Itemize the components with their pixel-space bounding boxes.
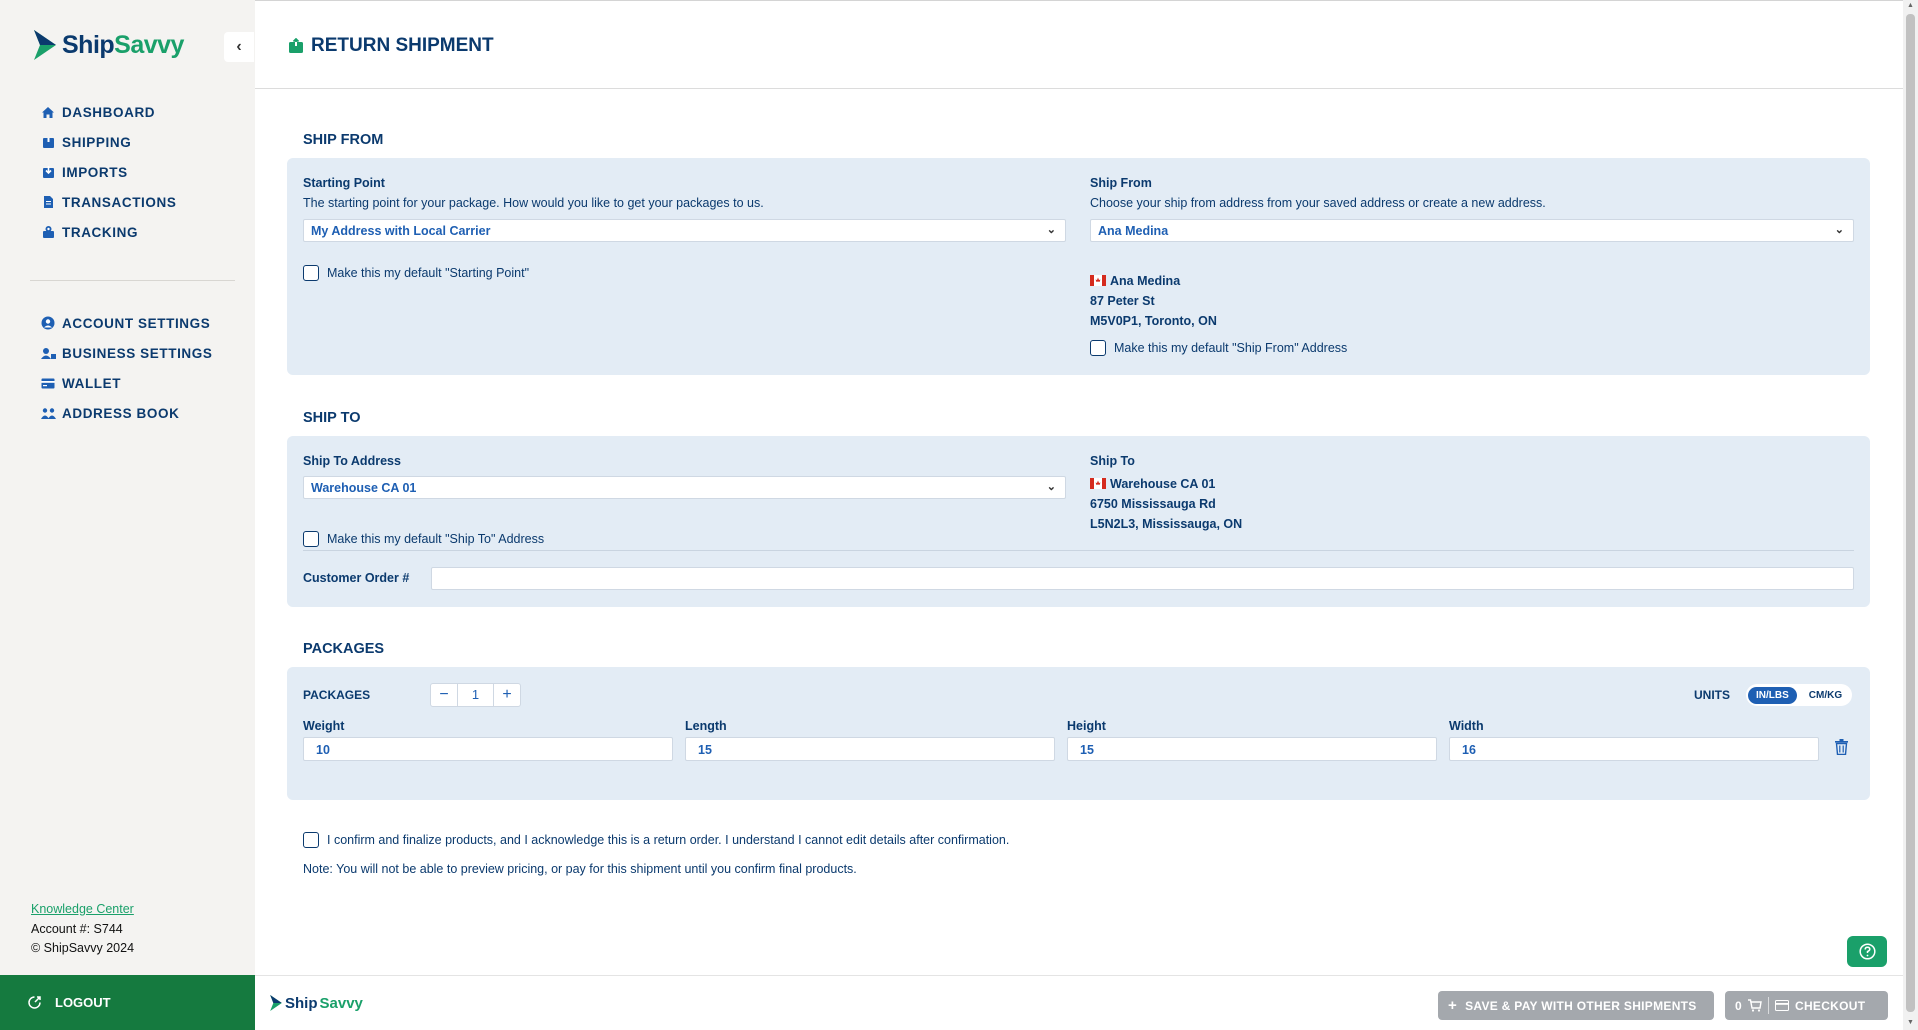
document-icon (40, 194, 56, 210)
ship-from-select[interactable] (1090, 219, 1854, 242)
nav-label: ACCOUNT SETTINGS (62, 315, 211, 331)
page-title (288, 35, 494, 57)
tracking-icon (40, 224, 56, 240)
unit-option-cm-kg[interactable]: CM/KG (1808, 689, 1843, 701)
copyright: © ShipSavvy 2024 (31, 941, 135, 955)
save-pay-other-shipments-button[interactable] (1438, 991, 1714, 1020)
starting-point-description: The starting point for your package. How would you like to get your packages to us. (303, 196, 764, 210)
address-name: Ana Medina (1110, 274, 1181, 288)
nav-label: TRACKING (62, 224, 139, 240)
nav-label: IMPORTS (62, 164, 128, 180)
logo-arrow-icon (32, 28, 58, 62)
checkout-button[interactable] (1725, 991, 1888, 1020)
nav-item-address-book[interactable] (40, 398, 212, 428)
ship-to-address-label: Ship To Address (303, 454, 401, 468)
customer-order-input[interactable] (431, 567, 1854, 590)
decrement-button[interactable]: − (439, 686, 449, 703)
nav-label: TRANSACTIONS (62, 194, 177, 210)
packages-count-label: PACKAGES (303, 688, 371, 702)
packages-panel (287, 667, 1870, 800)
save-pay-label: SAVE & PAY WITH OTHER SHIPMENTS (1465, 998, 1697, 1013)
ship-to-label: Ship To (1090, 454, 1135, 468)
width-label: Width (1449, 719, 1484, 733)
button-separator (1768, 997, 1769, 1014)
ship-to-section-title: SHIP TO (303, 410, 361, 426)
nav-item-account-settings[interactable] (40, 308, 212, 338)
plus-icon: + (1448, 997, 1458, 1014)
checkbox-box[interactable] (303, 832, 319, 848)
logo-text-ship: Ship (285, 994, 318, 1012)
logout-button[interactable] (0, 975, 255, 1030)
logo-text-ship: Ship (62, 30, 115, 59)
checkout-label: CHECKOUT (1794, 998, 1866, 1013)
account-nav (40, 308, 212, 428)
nav-label: DASHBOARD (62, 104, 156, 120)
scrollbar-thumb[interactable] (1906, 14, 1915, 1012)
knowledge-center-link[interactable]: Knowledge Center (31, 902, 134, 916)
scroll-down-arrow-icon[interactable]: ▼ (1907, 1019, 1914, 1026)
nav-item-dashboard[interactable] (40, 97, 176, 127)
shipsavvy-logo[interactable] (32, 28, 184, 62)
account-number: Account #: S744 (31, 921, 123, 936)
package-count-value[interactable]: 1 (457, 684, 494, 706)
logo-text-savvy: Savvy (114, 30, 184, 59)
chevron-down-icon: ⌄ (1046, 481, 1056, 493)
ship-to-divider (303, 550, 1854, 551)
logo-arrow-icon (269, 994, 283, 1012)
return-box-icon (288, 38, 304, 54)
chevron-left-icon: ‹ (236, 38, 242, 55)
default-ship-to-checkbox[interactable] (303, 531, 544, 547)
ship-from-address (1090, 271, 1217, 331)
checkbox-box[interactable] (1090, 340, 1106, 356)
weight-input[interactable]: 10 (303, 737, 673, 761)
business-user-icon (40, 345, 56, 361)
nav-item-wallet[interactable] (40, 368, 212, 398)
checkbox-label: Make this my default "Ship From" Address (1114, 341, 1348, 355)
address-line2: L5N2L3, Mississauga, ON (1090, 517, 1243, 531)
nav-divider (30, 280, 235, 281)
nav-label: BUSINESS SETTINGS (62, 345, 213, 361)
length-input[interactable]: 15 (685, 737, 1055, 761)
nav-item-imports[interactable] (40, 157, 176, 187)
footer-logo (269, 994, 363, 1012)
default-ship-from-checkbox[interactable] (1090, 340, 1347, 356)
customer-order-label: Customer Order # (303, 571, 410, 585)
logo-text-savvy: Savvy (319, 994, 363, 1012)
checkbox-label: Make this my default "Starting Point" (327, 266, 530, 280)
address-line2: M5V0P1, Toronto, ON (1090, 314, 1217, 328)
confirm-note: Note: You will not be able to preview pricing, or pay for this shipment until you confirm final products. (303, 862, 857, 876)
nav-label: WALLET (62, 375, 122, 391)
sidebar-footer (31, 900, 134, 959)
nav-item-shipping[interactable] (40, 127, 176, 157)
ship-from-selected: Ana Medina (1098, 224, 1169, 238)
ship-to-address-select[interactable] (303, 476, 1066, 499)
ship-from-section-title: SHIP FROM (303, 132, 384, 148)
cart-icon (1748, 999, 1762, 1012)
checkbox-label: I confirm and finalize products, and I acknowledge this is a return order. I understand I cannot edit details after confirmation. (327, 833, 1010, 847)
canada-flag-icon (1090, 478, 1106, 489)
address-line1: 6750 Mississauga Rd (1090, 497, 1216, 511)
ship-from-label: Ship From (1090, 176, 1152, 190)
default-starting-point-checkbox[interactable] (303, 265, 529, 281)
help-button[interactable] (1847, 936, 1887, 967)
nav-item-tracking[interactable] (40, 217, 176, 247)
box-icon (40, 134, 56, 150)
ship-from-panel (287, 158, 1870, 375)
unit-option-in-lbs[interactable]: IN/LBS (1748, 687, 1797, 704)
nav-label: ADDRESS BOOK (62, 405, 180, 421)
user-circle-icon (40, 315, 56, 331)
wallet-icon (40, 375, 56, 391)
increment-button[interactable]: + (502, 686, 512, 703)
card-icon (1775, 1000, 1789, 1011)
ship-from-description: Choose your ship from address from your saved address or create a new address. (1090, 196, 1546, 210)
address-book-icon (40, 405, 56, 421)
ship-to-panel (287, 436, 1870, 607)
main-nav (40, 97, 176, 247)
ship-to-selected: Warehouse CA 01 (311, 481, 417, 495)
weight-label: Weight (303, 719, 345, 733)
checkbox-box[interactable] (303, 531, 319, 547)
address-line1: 87 Peter St (1090, 294, 1155, 308)
import-icon (40, 164, 56, 180)
cart-count: 0 (1735, 998, 1742, 1013)
height-label: Height (1067, 719, 1106, 733)
checkbox-box[interactable] (303, 265, 319, 281)
chevron-down-icon: ⌄ (1046, 224, 1056, 236)
starting-point-selected: My Address with Local Carrier (311, 224, 491, 238)
units-toggle[interactable] (1746, 684, 1852, 706)
canada-flag-icon (1090, 275, 1106, 286)
starting-point-label: Starting Point (303, 176, 385, 190)
address-name: Warehouse CA 01 (1110, 477, 1216, 491)
nav-item-transactions[interactable] (40, 187, 176, 217)
page-title-text: RETURN SHIPMENT (311, 35, 494, 56)
chevron-down-icon: ⌄ (1834, 224, 1844, 236)
trash-icon[interactable] (1835, 739, 1848, 755)
bottom-bar (255, 975, 1903, 1030)
units-label: UNITS (1694, 688, 1730, 702)
starting-point-select[interactable] (303, 219, 1066, 242)
scroll-up-arrow-icon[interactable]: ▲ (1907, 2, 1914, 9)
height-input[interactable]: 15 (1067, 737, 1437, 761)
help-question-icon (1859, 943, 1876, 960)
sidebar (0, 0, 255, 1030)
checkbox-label: Make this my default "Ship To" Address (327, 532, 545, 546)
packages-section-title: PACKAGES (303, 641, 385, 657)
page-header (255, 1, 1903, 89)
logout-label: LOGOUT (55, 995, 111, 1010)
nav-label: SHIPPING (62, 134, 132, 150)
package-count-stepper[interactable] (430, 683, 521, 707)
collapse-sidebar-button[interactable] (224, 32, 254, 62)
length-label: Length (685, 719, 727, 733)
ship-to-address (1090, 474, 1242, 534)
home-icon (40, 104, 56, 120)
width-input[interactable]: 16 (1449, 737, 1819, 761)
logout-icon (28, 996, 41, 1009)
confirm-products-checkbox[interactable] (303, 832, 1009, 848)
nav-item-business-settings[interactable] (40, 338, 212, 368)
